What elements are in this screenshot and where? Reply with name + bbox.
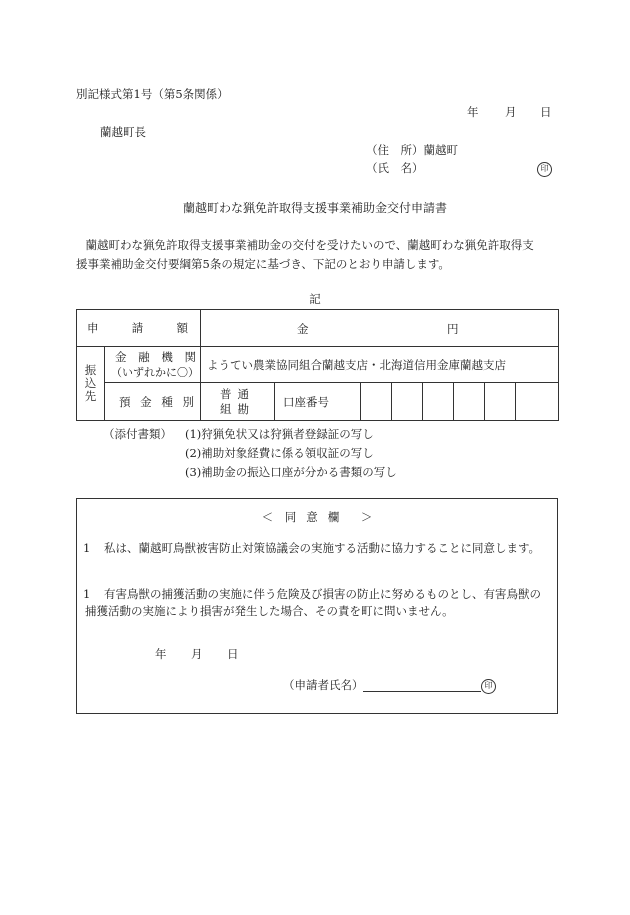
attachment-item-3: (3)補助金の振込口座が分かる書類の写し — [185, 465, 397, 479]
attachment-item-2: (2)補助対象経費に係る領収証の写し — [185, 446, 374, 460]
consent-date-month: 月 — [191, 647, 203, 661]
consent-item-1-number: 1 — [83, 541, 91, 555]
application-table — [76, 309, 559, 421]
amount-label-char-1: 申 — [87, 321, 99, 335]
account-digit-4[interactable] — [454, 383, 485, 421]
seal-icon: 印 — [537, 162, 552, 177]
body-line-1: 蘭越町わな猟免許取得支援事業補助金の交付を受けたいので、蘭越町わな猟免許取得支 — [74, 238, 534, 252]
deposit-type-label — [105, 394, 200, 410]
consent-heading — [77, 509, 557, 525]
date-day-label: 日 — [540, 105, 552, 119]
account-number-label: 口座番号 — [275, 383, 361, 421]
deposit-type-kumikan: 組勘 — [220, 401, 255, 416]
signer-label: （申請者氏名） — [283, 678, 364, 692]
bank-label-char-4: 関 — [184, 349, 196, 364]
consent-box — [76, 498, 558, 714]
bank-label-cell — [105, 347, 201, 383]
form-number: 別記様式第1号（第5条関係） — [76, 87, 229, 101]
consent-item-2-line-2: 捕獲活動の実施により損害が発生した場合、その責を町に問いません。 — [85, 604, 454, 618]
amount-label-cell — [77, 310, 201, 347]
account-digit-3[interactable] — [423, 383, 454, 421]
bank-label — [105, 350, 200, 365]
ki-label: 記 — [309, 292, 321, 306]
consent-item-2 — [83, 586, 541, 602]
bank-label-char-3: 機 — [161, 349, 173, 364]
addressee: 蘭越町長 — [100, 125, 146, 139]
consent-date-year: 年 — [155, 647, 167, 661]
amount-label — [77, 320, 200, 336]
amount-unit: 円 — [447, 322, 459, 336]
account-digit-5[interactable] — [485, 383, 516, 421]
deposit-type-char-2: 金 — [140, 394, 152, 409]
bank-sublabel: （いずれかに〇） — [111, 365, 199, 379]
date-month-label: 月 — [505, 105, 517, 119]
consent-item-2-line-1: 有害鳥獣の捕獲活動の実施に伴う危険及び損害の防止に努めるものとし、有害鳥獣の — [103, 587, 541, 601]
furikomi-label: 振込先 — [84, 363, 97, 403]
consent-date-day: 日 — [227, 647, 239, 661]
consent-item-1 — [83, 540, 540, 556]
account-digit-6[interactable] — [516, 383, 559, 421]
bank-label-char-1: 金 — [115, 349, 127, 364]
amount-label-char-3: 額 — [176, 321, 188, 335]
body-line-2: 援事業補助金交付要綱第5条の規定に基づき、下記のとおり申請します。 — [76, 257, 450, 271]
address-label: （住 所） — [366, 143, 424, 157]
applicant-seal — [537, 160, 552, 177]
deposit-type-char-1: 預 — [119, 394, 131, 409]
address-value: 蘭越町 — [423, 143, 458, 157]
consent-heading-text: 同意欄 — [284, 510, 350, 524]
consent-item-1-text: 私は、蘭越町鳥獣被害防止対策協議会の実施する活動に協力することに同意します。 — [103, 541, 541, 555]
signer-seal — [481, 677, 496, 694]
attachment-item-1: (1)狩猟免状又は狩猟者登録証の写し — [185, 427, 374, 441]
signer-name-line[interactable] — [363, 691, 481, 692]
amount-value-cell[interactable] — [201, 310, 559, 347]
document-title: 蘭越町わな猟免許取得支援事業補助金交付申請書 — [182, 201, 447, 215]
bank-options[interactable]: ようてい農業協同組合蘭越支店・北海道信用金庫蘭越支店 — [201, 347, 559, 383]
seal-icon: 印 — [481, 679, 496, 694]
deposit-type-label-cell — [105, 383, 201, 421]
deposit-type-futsu: 普通 — [220, 386, 255, 401]
attachments-label: （添付書類） — [103, 427, 172, 441]
deposit-type-char-4: 別 — [182, 394, 194, 409]
account-digit-2[interactable] — [392, 383, 423, 421]
date-year-label: 年 — [467, 105, 479, 119]
consent-heading-open: ＜ — [261, 510, 274, 524]
consent-item-2-number: 1 — [83, 587, 91, 601]
deposit-type-options[interactable] — [201, 383, 275, 421]
furikomi-label-cell — [77, 347, 105, 421]
amount-label-char-2: 請 — [131, 321, 144, 335]
name-label: （氏 名） — [366, 161, 424, 175]
consent-heading-close: ＞ — [360, 510, 373, 524]
deposit-type-char-3: 種 — [161, 394, 173, 409]
amount-prefix: 金 — [297, 322, 309, 336]
address-line — [366, 142, 458, 158]
account-digit-1[interactable] — [361, 383, 392, 421]
bank-label-char-2: 融 — [138, 349, 150, 364]
